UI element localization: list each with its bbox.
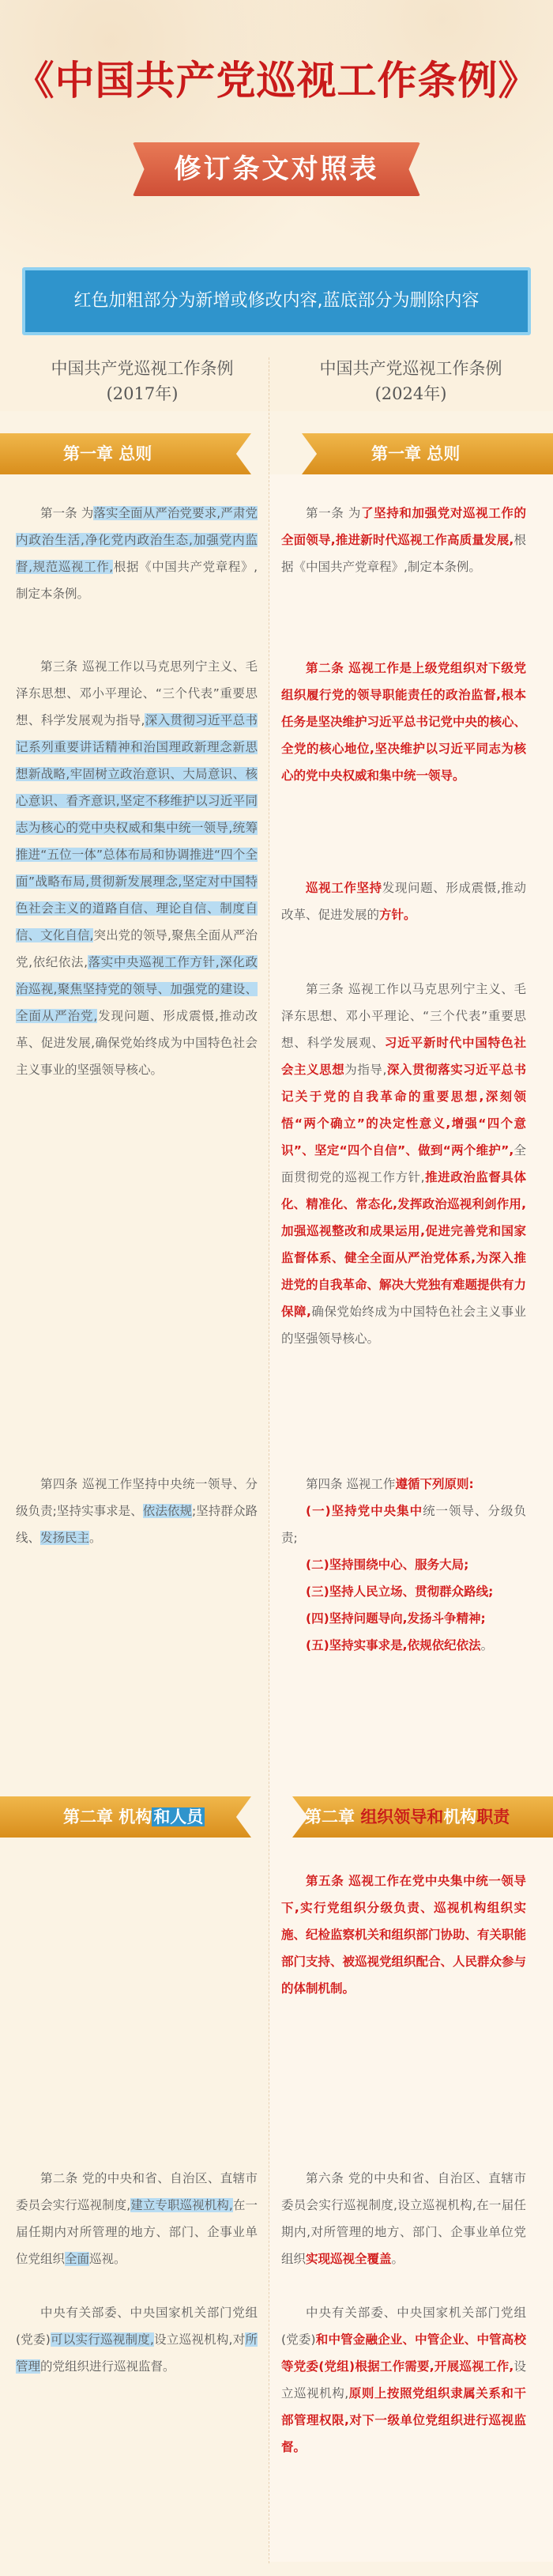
text-span: 第三条 巡视工作以马克思列宁主义、毛泽东思想、邓小平理论、“三个代表”重要思想、科学发展观为指导, [16,659,258,727]
text-span: 聚焦全面从严治党, [16,928,258,969]
chapter2-right-title [305,1796,510,1838]
right-article-6 [281,2165,526,2272]
added-text: 深入贯彻落实习近平总书记关于党的自我革命的重要思想,深刻领悟“两个确立”的决定性意义,增强“四个意识”、坚定“四个自信”、做到“两个维护”, [281,1063,526,1158]
deleted-text: 可以实行巡视制度, [50,2332,154,2347]
added-text: 组织领导和 [360,1807,444,1826]
left-article-2 [16,2165,258,2272]
right-column-title [284,356,537,406]
deleted-text: 深入贯彻习近平总书记系列重要讲话精神和治国理政新理念新思想新战略,牢固树立政治意识、大局意识、核心意识、看齐意识,坚定不移维护以习近平同志为核心的党中央权威和集中统一领导,统筹推进“五位一体”总体布局和协调推进“四个全面”战略布局,贯彻新发展理念,坚定对中国特色社会主义的道路自信、理论自信、制度自信、文化自信, [16,713,258,942]
text-span: 第六条 党的中央和省、自治区、直辖市委员会实行巡视制度, [281,2171,526,2212]
deleted-text: 全面 [65,2252,90,2266]
text-span: 设立巡视机构, [281,2359,526,2400]
added-text: (三)坚持 [306,1585,354,1599]
right-article-1 [281,500,526,580]
text-span: 第一条 为 [306,506,362,520]
text-span: 设立巡视机构, [397,2198,476,2212]
chapter1-left-title: 第一章 总则 [63,444,152,463]
added-text: 人民立场、贯彻群众路线; [353,1585,494,1599]
right-column-name: 中国共产党巡视工作条例 [319,359,502,378]
text-span: 设立巡视机构,对 [153,2332,246,2347]
text-span: 第四条 巡视工作坚持中央统一领导、分级负责;坚持实事求是、 [16,1477,258,1518]
text-span: 依纪依法, [32,955,88,969]
subtitle-ribbon [133,142,420,196]
article-line [281,1498,526,1551]
deleted-text: 落实中央巡视工作方针, [88,955,220,969]
text-span: 。 [480,1638,494,1652]
deleted-text: 所管理 [16,2332,258,2374]
added-text: 依规依纪依法 [407,1638,481,1652]
text-span: 中央有关部委、中央国家机关部门党组(党委) [16,2306,258,2347]
deleted-text: 落实全面从严治党要求,严肃党内政治生活,净化党内政治生态,加强党内监督,规范巡视工作, [16,506,258,574]
text-span: 第四条 巡视工作 [306,1477,396,1491]
added-text: 实现巡视全覆盖 [306,2252,392,2266]
text-span: 中央有关部委、中央国家机关部门党组(党委) [281,2306,526,2347]
added-text: 方针。 [379,908,416,922]
right-article-6-para2 [281,2299,526,2461]
article-line [281,1471,526,1498]
left-column-name: 中国共产党巡视工作条例 [51,359,234,378]
right-article-3 [281,976,526,1352]
text-span: ;坚持群众路线、 [16,1504,258,1545]
legend-notice [22,267,531,335]
added-text: (二)坚持围绕中心、服务大局; [306,1558,469,1572]
text-span: 根据《中国共产党章程》,制定本条例。 [16,560,258,601]
added-text: (一)坚持党 [306,1504,371,1518]
text-span: 发现问题、形成震慑,推动改革、促进发展的 [281,881,526,922]
text-span: 的党组织进行巡视监督。 [40,2359,175,2374]
right-column-year: (2024年) [374,384,447,403]
right-article-4 [281,1471,526,1659]
chapter2-left-title [63,1796,205,1838]
chapter-text: 机构 [443,1807,477,1826]
chapter1-right-title: 第一章 总则 [371,444,461,463]
left-column-year: (2017年) [106,384,179,403]
article-line [281,1578,526,1605]
left-column-title [16,356,269,406]
right-article-2 [281,655,526,789]
added-text: 职责 [476,1807,510,1826]
left-article-1 [16,500,258,607]
added-text: 遵循下列原则: [395,1477,474,1491]
article-line [281,1605,526,1632]
text-span: 。 [89,1531,102,1545]
subtitle: 修订条文对照表 [174,153,379,185]
added-text: 了坚持和加强党对巡视工作的全面领导,推进新时代巡视工作高质量发展, [281,506,526,547]
text-span: 第三条 巡视工作以马克思列宁主义、毛泽东思想、邓小平理论、“三个代表”重要思想、科学发展观、 [281,982,526,1050]
text-span: 在一届任期内,对所管理的地方、部门、企事业单位党组织 [281,2198,526,2266]
added-text: (四)坚持问题导向,发扬斗争精神; [306,1611,486,1626]
right-article-2-para2 [281,874,526,928]
text-span: 统一领导、分级负责; [281,1504,526,1545]
left-article-2-para2 [16,2299,258,2380]
text-span: 为指导, [344,1063,387,1077]
added-text: 中央集中 [371,1504,423,1518]
text-span: 根据《中国共产党章程》,制定本条例。 [281,533,526,574]
article-line [281,1551,526,1578]
text-span: 。 [391,2252,404,2266]
deleted-text: 发扬民主 [40,1531,90,1545]
added-text: 第五条 巡视工作在党中央集中统一领导下,实行党组织分级负责、巡视机构组织实施、纪检监察机关和组织部门协助、有关职能部门支持、被巡视党组织配合、人民群众参与的体制机制。 [281,1874,527,1996]
article-line [281,1632,526,1659]
chapter-text: 第二章 [305,1807,361,1826]
page-title: 《中国共产党巡视工作条例》 [14,57,539,104]
text-span: 第一条 为 [40,506,94,520]
added-text: 原则上按照党组织隶属关系和干部管理权限,对下一级单位党组织进行巡视监督。 [281,2386,526,2454]
deleted-text: 依法依规 [142,1504,193,1518]
text-span: 发现问题、形成震慑,推动改革、促进发展,确保党始终成为中国特色社会主义事业的坚强领导核心。 [16,1009,258,1077]
deleted-text: 深化政治巡视,聚焦坚持党的领导、加强党的建设、全面从严治党, [16,955,258,1023]
right-article-5 [281,1868,526,2002]
added-text: 习近平新时代中国特色社会主义思想 [281,1036,526,1077]
deleted-text: 建立专职巡视机构, [130,2198,233,2212]
added-text: 第二条 巡视工作是上级党组织对下级党组织履行党的领导职能责任的政治监督,根本任务是坚决维护习近平总书记党中央的核心、全党的核心地位,坚决维护以习近平同志为核心的党中央权威和集中统一领导。 [281,661,527,783]
text-span: 突出党的领导, [93,928,171,942]
text-span: 第二条 党的中央和省、自治区、直辖市委员会实行巡视制度, [16,2171,258,2212]
added-text: 推进政治监督具体化、精准化、常态化,发挥政治巡视利剑作用,加强巡视整改和成果运用,促进完善党和国家监督体系、健全全面从严治党体系,为深入推进党的自我革命、解决大党独有难题提供有力保障, [281,1170,527,1319]
text-span: 确保党始终成为中国特色社会主义事业的坚强领导核心。 [281,1305,526,1346]
chapter-text: 第二章 机构 [63,1807,152,1826]
deleted-text: 和人员 [153,1807,204,1826]
left-article-4 [16,1471,258,1551]
added-text: 巡视工作坚持 [306,881,382,895]
text-span: 在一届任期内对所管理的地方、部门、企事业单位党组织 [16,2198,258,2266]
left-article-3 [16,653,258,1083]
text-span: 巡视。 [89,2252,126,2266]
added-text: (五)坚持实事求是, [306,1638,408,1652]
added-text: 和中管金融企业、中管企业、中管高校等党委(党组)根据工作需要,开展巡视工作, [281,2332,526,2374]
legend-text: 红色加粗部分为新增或修改内容,蓝底部分为删除内容 [73,291,480,311]
text-span: 全面贯彻党的巡视工作方针, [281,1143,526,1184]
